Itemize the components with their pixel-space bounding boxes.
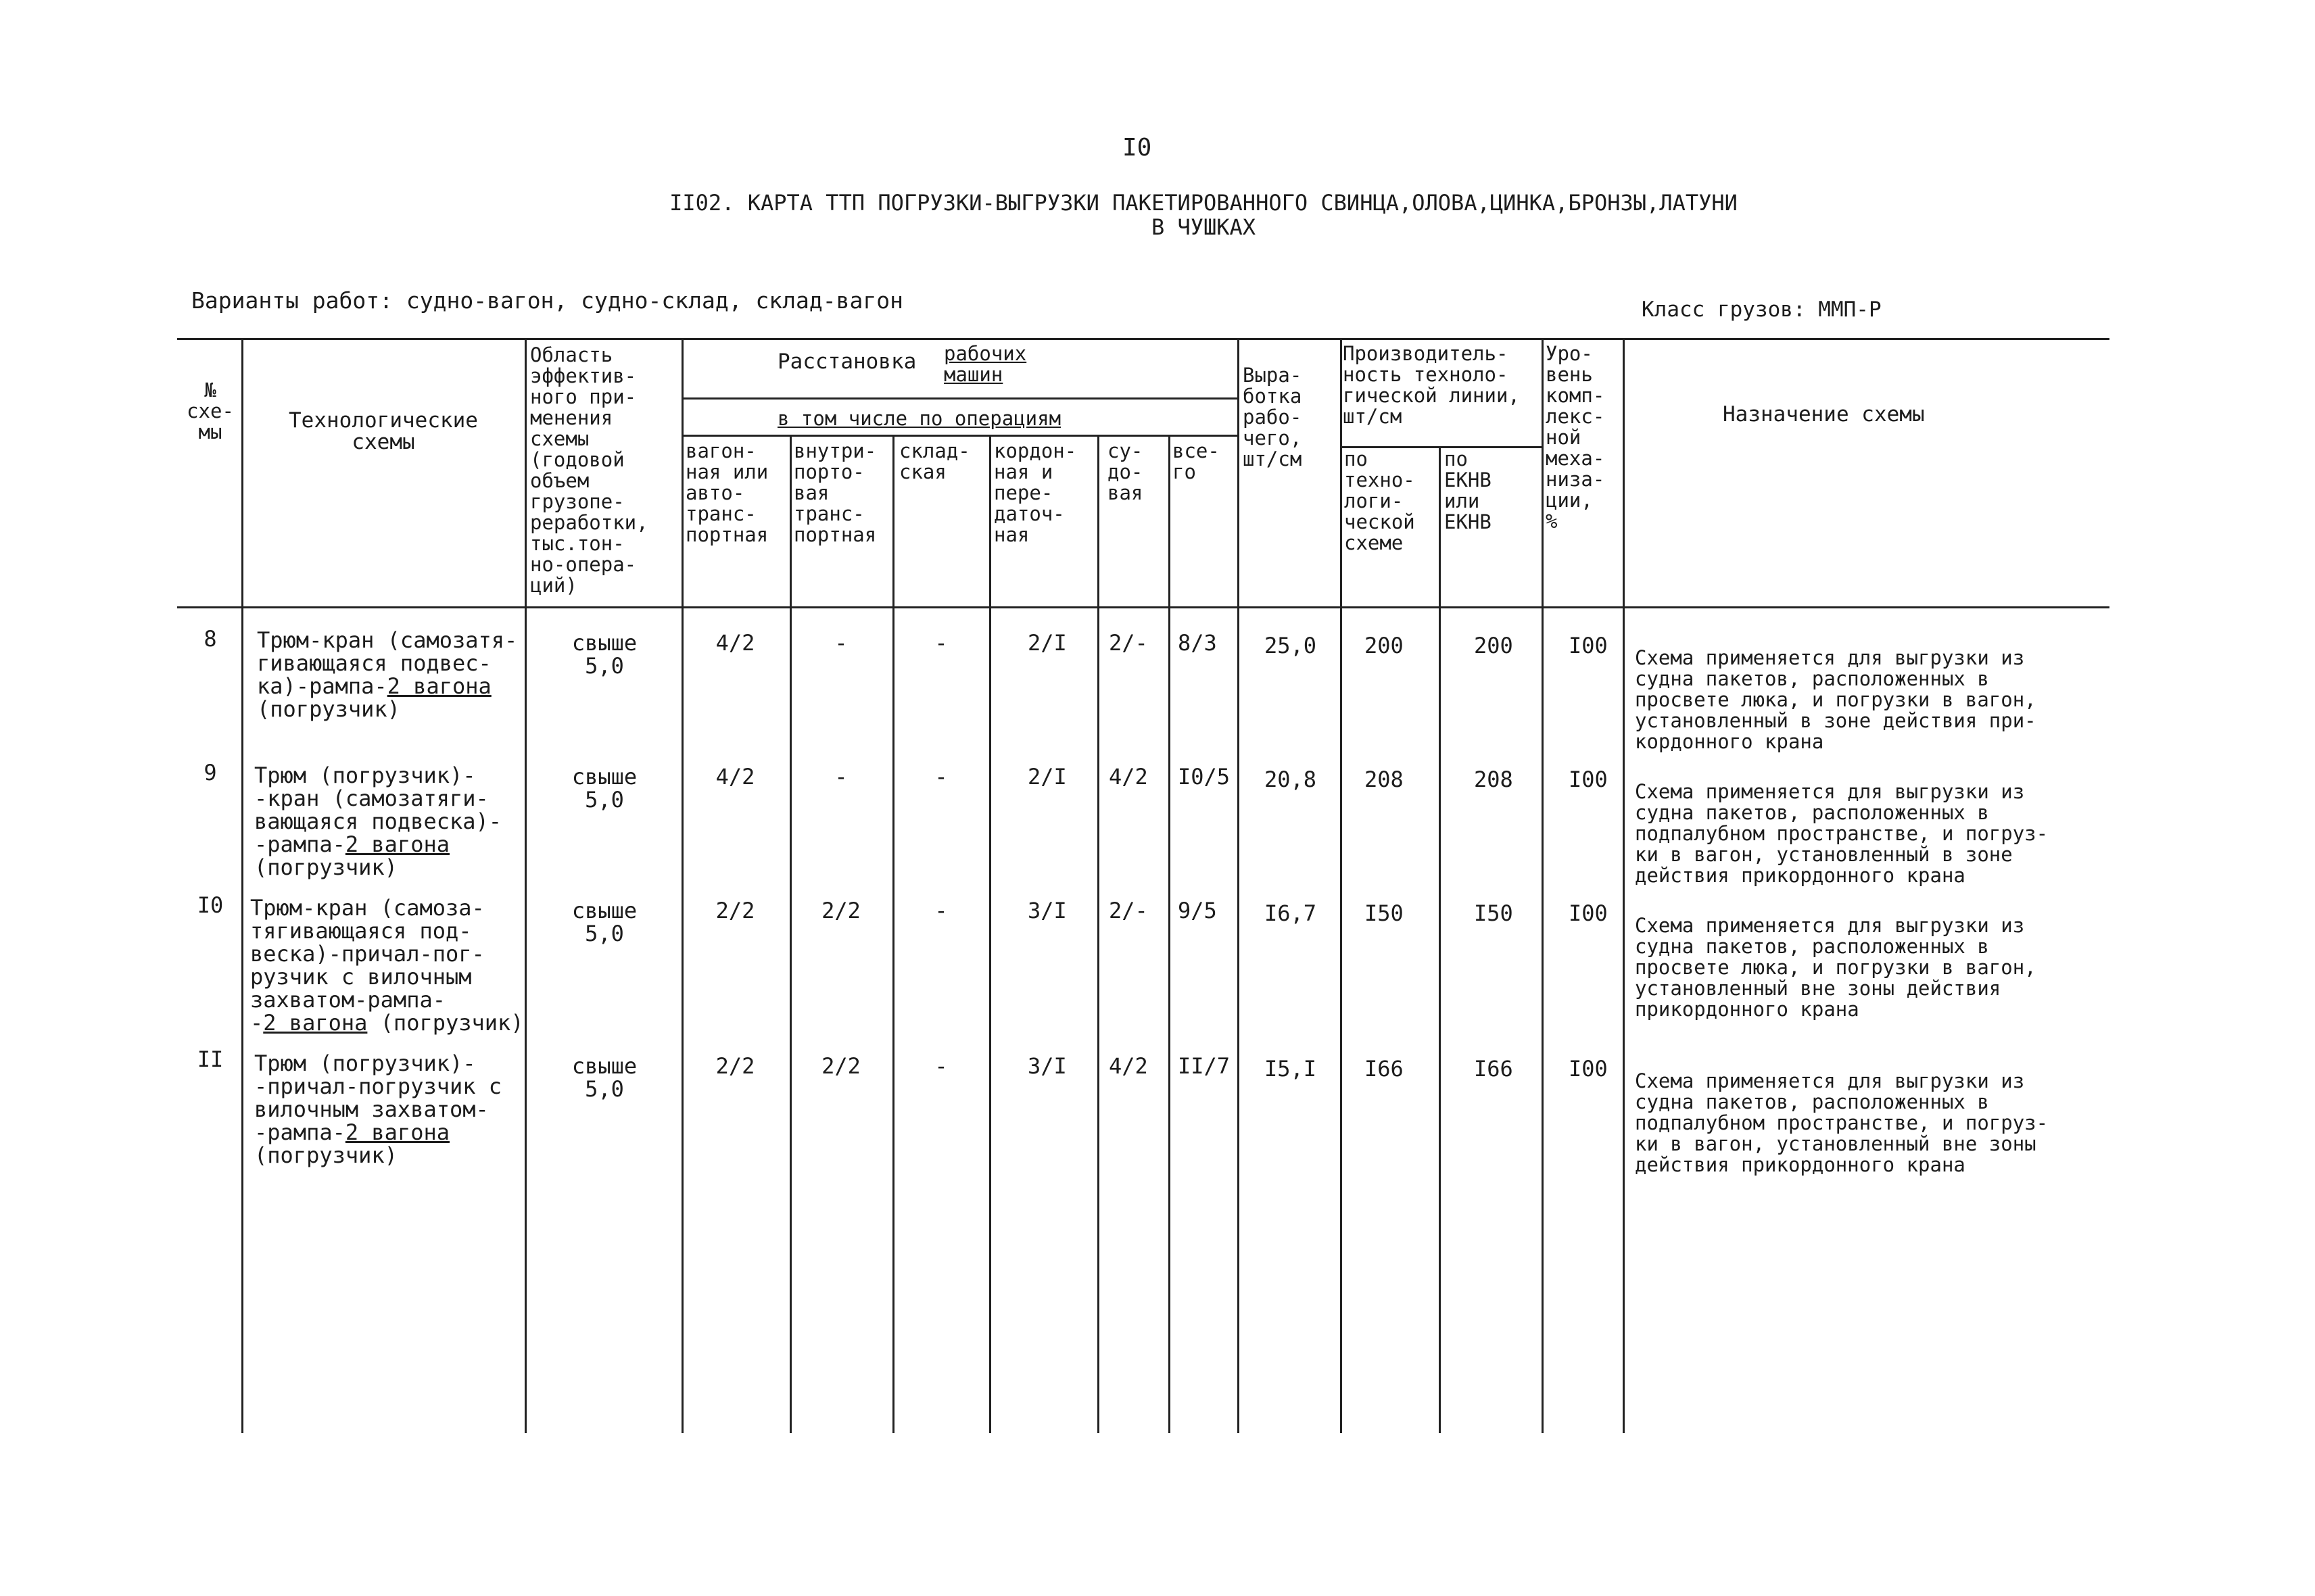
scheme-purpose: Схема применяется для выгрузки из судна пакетов, расположенных в просвете люка, и погрузки в вагон, установленный вне зоны действия прикордонного крана (1635, 914, 2036, 1021)
op-internal: 2/2 (821, 1053, 861, 1079)
output: I5,I (1264, 1056, 1317, 1082)
header-scheme-no: № схе- мы (187, 379, 234, 443)
application-area: свыше 5,0 (571, 630, 638, 679)
mechanization-level: I00 (1569, 633, 1608, 658)
header-op-internal: внутри- порто- вая транс- портная (794, 439, 877, 546)
op-warehouse: - (934, 898, 948, 923)
op-ship: 2/- (1109, 630, 1148, 656)
header-mechanization: Уро- вень комп- лекс- ной меха- низа- ции, % (1546, 342, 1605, 533)
op-total: II/7 (1178, 1053, 1231, 1079)
header-placement-a: Расстановка (778, 349, 917, 374)
tech-scheme-wagons: 2 вагона (263, 1010, 368, 1036)
output: 25,0 (1264, 633, 1317, 658)
mechanization-level: I00 (1569, 767, 1608, 792)
cargo-class: Класс грузов: ММП-Р (1642, 297, 1882, 322)
tech-scheme (250, 896, 524, 1034)
tech-scheme-loader: (погрузчик) (254, 854, 398, 880)
prod-ekhv: I66 (1474, 1056, 1513, 1082)
op-internal: 2/2 (821, 898, 861, 923)
output: 20,8 (1264, 767, 1317, 792)
scheme-purpose: Схема применяется для выгрузки из судна пакетов, расположенных в подпалубном пространстве, и погруз- ки в вагон, установленный в зоне действия прикордонного крана (1635, 780, 2049, 887)
op-wagon: 2/2 (715, 1053, 755, 1079)
header-op-cordon: кордон- ная и пере- даточ- ная (994, 439, 1077, 546)
op-cordon: 3/I (1028, 898, 1067, 923)
header-op-warehouse: склад- ская (899, 439, 970, 483)
header-output: Выра- ботка рабо- чего, шт/см (1243, 364, 1302, 470)
tech-scheme-text: Трюм-кран (самоза- тягивающаяся под- веска)-причал-пог- рузчик с вилочным захватом-рампа- - (250, 895, 485, 1036)
op-total: I0/5 (1178, 764, 1231, 790)
op-cordon: 2/I (1028, 630, 1067, 656)
header-productivity: Производитель- ность техноло- гической линии, шт/см (1343, 342, 1520, 428)
tech-scheme-loader: (погрузчик) (367, 1010, 524, 1036)
prod-ekhv: I50 (1474, 900, 1513, 926)
op-warehouse: - (934, 1053, 948, 1079)
header-purpose: Назначение схемы (1723, 402, 1925, 427)
tech-scheme-loader: (погрузчик) (254, 1142, 398, 1168)
op-total: 8/3 (1178, 630, 1217, 656)
row-number: I0 (197, 892, 224, 918)
application-area: свыше 5,0 (571, 764, 638, 813)
op-cordon: 3/I (1028, 1053, 1067, 1079)
document-title: II02. КАРТА ТТП ПОГРУЗКИ-ВЫГРУЗКИ ПАКЕТИРОВАННОГО СВИНЦА,ОЛОВА,ЦИНКА,БРОНЗЫ,ЛАТУНИ В ЧУШКАХ (669, 190, 1738, 240)
row-number: II (197, 1046, 224, 1072)
op-ship: 4/2 (1109, 1053, 1148, 1079)
op-internal: - (834, 630, 848, 656)
tech-scheme-text: Трюм (погрузчик)- -кран (самозатяги- вающаяся подвеска)- -рампа- (254, 763, 502, 857)
header-prod-scheme: по техно- логи- ческой схеме (1344, 448, 1415, 554)
header-op-ship: су- до- вая (1107, 439, 1143, 504)
prod-ekhv: 208 (1474, 767, 1513, 792)
application-area: свыше 5,0 (571, 1053, 638, 1102)
header-area: Область эффектив- ного при- менения схемы (годовой объем грузопе- реработки, тыс.тон- но-опера- ций) (530, 343, 648, 597)
tech-scheme (254, 764, 502, 879)
work-variants: Варианты работ: судно-вагон, судно-склад, склад-вагон (191, 287, 903, 314)
header-op-wagon: вагон- ная или авто- транс- портная (686, 439, 769, 546)
application-area: свыше 5,0 (571, 898, 638, 946)
op-ship: 2/- (1109, 898, 1148, 923)
header-placement-b: рабочих машин (944, 342, 1027, 386)
tech-scheme-text: Трюм (погрузчик)- -причал-погрузчик с вилочным захватом- -рампа- (254, 1050, 502, 1145)
op-wagon: 4/2 (715, 764, 755, 790)
prod-scheme: 200 (1364, 633, 1404, 658)
header-prod-ekhv: по ЕКНВ или ЕКНВ (1444, 448, 1491, 533)
mechanization-level: I00 (1569, 1056, 1608, 1082)
tech-scheme-wagons: 2 вагона (387, 673, 492, 699)
op-wagon: 4/2 (715, 630, 755, 656)
mechanization-level: I00 (1569, 900, 1608, 926)
tech-scheme-text: Трюм-кран (самозатя- гивающаяся подвес- ка)-рампа- (257, 627, 518, 699)
output: I6,7 (1264, 900, 1317, 926)
header-tech-schemes: Технологические схемы (289, 408, 478, 454)
header-op-total: все- го (1172, 439, 1220, 483)
op-ship: 4/2 (1109, 764, 1148, 790)
prod-scheme: 208 (1364, 767, 1404, 792)
tech-scheme-loader: (погрузчик) (257, 696, 400, 722)
tech-scheme-wagons: 2 вагона (345, 831, 450, 857)
tech-scheme (257, 629, 517, 721)
prod-scheme: I66 (1364, 1056, 1404, 1082)
op-total: 9/5 (1178, 898, 1217, 923)
op-warehouse: - (934, 764, 948, 790)
header-including: в том числе по операциям (778, 407, 1061, 430)
row-number: 9 (204, 760, 217, 785)
op-wagon: 2/2 (715, 898, 755, 923)
op-internal: - (834, 764, 848, 790)
page-number: I0 (1122, 134, 1152, 162)
tech-scheme (254, 1052, 502, 1167)
scheme-purpose: Схема применяется для выгрузки из судна пакетов, расположенных в подпалубном пространстве, и погруз- ки в вагон, установленный вне зоны действия прикордонного крана (1635, 1069, 2049, 1176)
tech-scheme-wagons: 2 вагона (345, 1119, 450, 1145)
op-cordon: 2/I (1028, 764, 1067, 790)
op-warehouse: - (934, 630, 948, 656)
scheme-purpose: Схема применяется для выгрузки из судна пакетов, расположенных в просвете люка, и погрузки в вагон, установленный в зоне действия при- кордонного крана (1635, 646, 2036, 753)
prod-scheme: I50 (1364, 900, 1404, 926)
prod-ekhv: 200 (1474, 633, 1513, 658)
row-number: 8 (204, 626, 217, 652)
